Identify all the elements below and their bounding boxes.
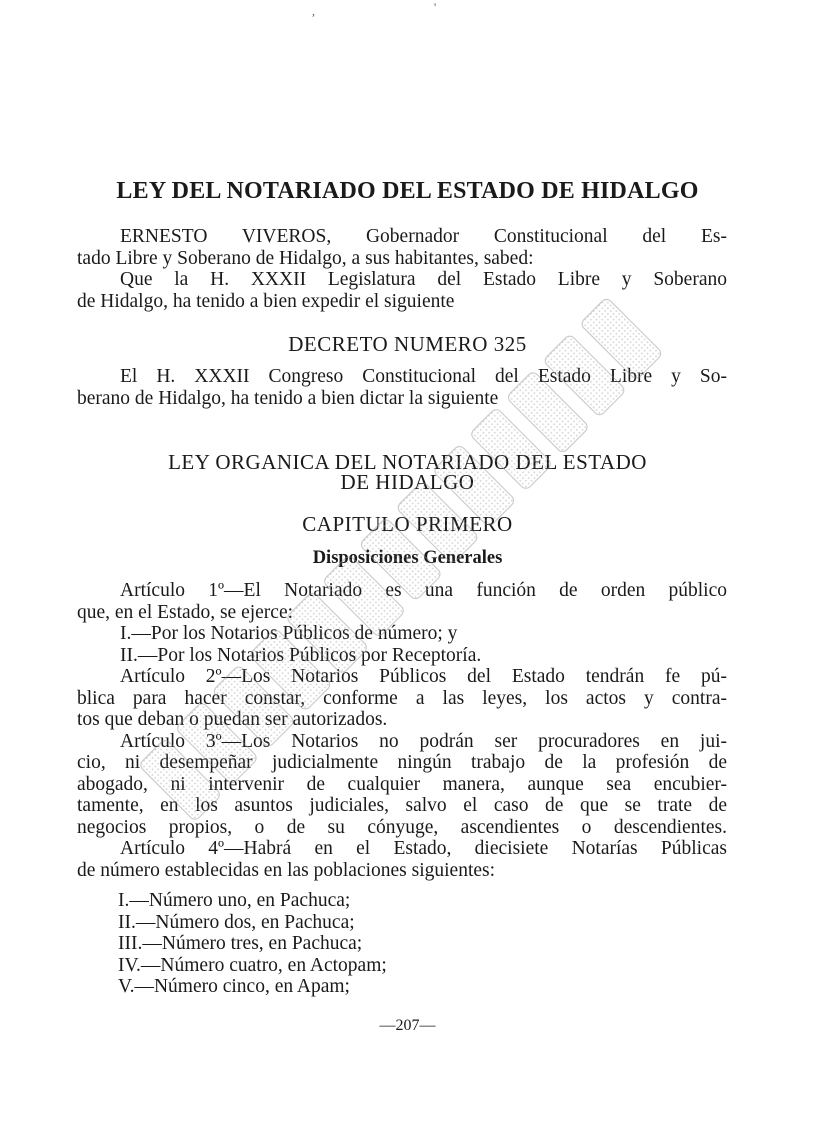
scan-mark: ' xyxy=(434,0,437,14)
article-line: de número establecidas en las poblaciones siguientes: xyxy=(77,859,496,881)
congress-paragraph xyxy=(77,366,727,409)
chapter-subtitle: Disposiciones Generales xyxy=(312,548,503,568)
law-title-line-1: LEY ORGANICA DEL NOTARIADO DEL ESTADO xyxy=(168,450,647,474)
intro-line: de Hidalgo, ha tenido a bien expedir el siguiente xyxy=(77,290,455,312)
article-line: cio, ni desempeñar judicialmente ningún trabajo de la profesión de xyxy=(77,752,727,773)
article-line: I.—Por los Notarios Públicos de número; y xyxy=(120,623,458,644)
article-line: negocios propios, o de su cónyuge, ascendientes o descendientes. xyxy=(77,816,727,838)
article-line: Artículo 1º—El Notariado es una función de orden público xyxy=(120,580,727,601)
decree-heading: DECRETO NUMERO 325 xyxy=(288,332,527,356)
article-line: blica para hacer constar, conforme a las leyes, los actos y contra- xyxy=(77,687,727,709)
article-line: que, en el Estado, se ejerce: xyxy=(77,601,294,623)
intro-paragraph xyxy=(77,226,727,312)
list-item: IV.—Número cuatro, en Actopam; xyxy=(118,954,387,976)
article-line: tamente, en los asuntos judiciales, salvo el caso de que se trate de xyxy=(77,795,727,816)
article-line: abogado, ni intervenir de cualquier manera, aunque sea encubier- xyxy=(77,773,727,795)
list-item: V.—Número cinco, en Apam; xyxy=(118,976,350,998)
congress-line: berano de Hidalgo, ha tenido a bien dictar la siguiente xyxy=(77,387,499,409)
list-item: I.—Número uno, en Pachuca; xyxy=(118,890,351,911)
article-line: Artículo 3º—Los Notarios no podrán ser procuradores en jui- xyxy=(120,730,727,752)
intro-line: Que la H. XXXII Legislatura del Estado Libre y Soberano xyxy=(120,269,727,290)
articles-body xyxy=(77,580,727,881)
list-item: II.—Número dos, en Pachuca; xyxy=(118,911,355,933)
intro-line: ERNESTO VIVEROS, Gobernador Constitucional del Es- xyxy=(120,226,727,247)
list-item: III.—Número tres, en Pachuca; xyxy=(118,933,363,955)
intro-line: tado Libre y Soberano de Hidalgo, a sus habitantes, sabed: xyxy=(77,247,534,269)
law-title-line-2: DE HIDALGO xyxy=(340,470,475,494)
chapter-heading: CAPITULO PRIMERO xyxy=(302,512,513,536)
article-line: Artículo 4º—Habrá en el Estado, diecisiete Notarías Públicas xyxy=(120,838,727,859)
congress-line: El H. XXXII Congreso Constitucional del Estado Libre y So- xyxy=(120,366,727,387)
document-title: LEY DEL NOTARIADO DEL ESTADO DE HIDALGO xyxy=(116,178,699,204)
notarias-list xyxy=(118,890,387,998)
article-line: II.—Por los Notarios Públicos por Receptoría. xyxy=(120,644,482,666)
scan-mark: , xyxy=(312,4,315,18)
page-number: —207— xyxy=(379,1017,436,1034)
article-line: tos que deban o puedan ser autorizados. xyxy=(77,709,388,730)
article-line: Artículo 2º—Los Notarios Públicos del Estado tendrán fe pú- xyxy=(120,666,727,687)
